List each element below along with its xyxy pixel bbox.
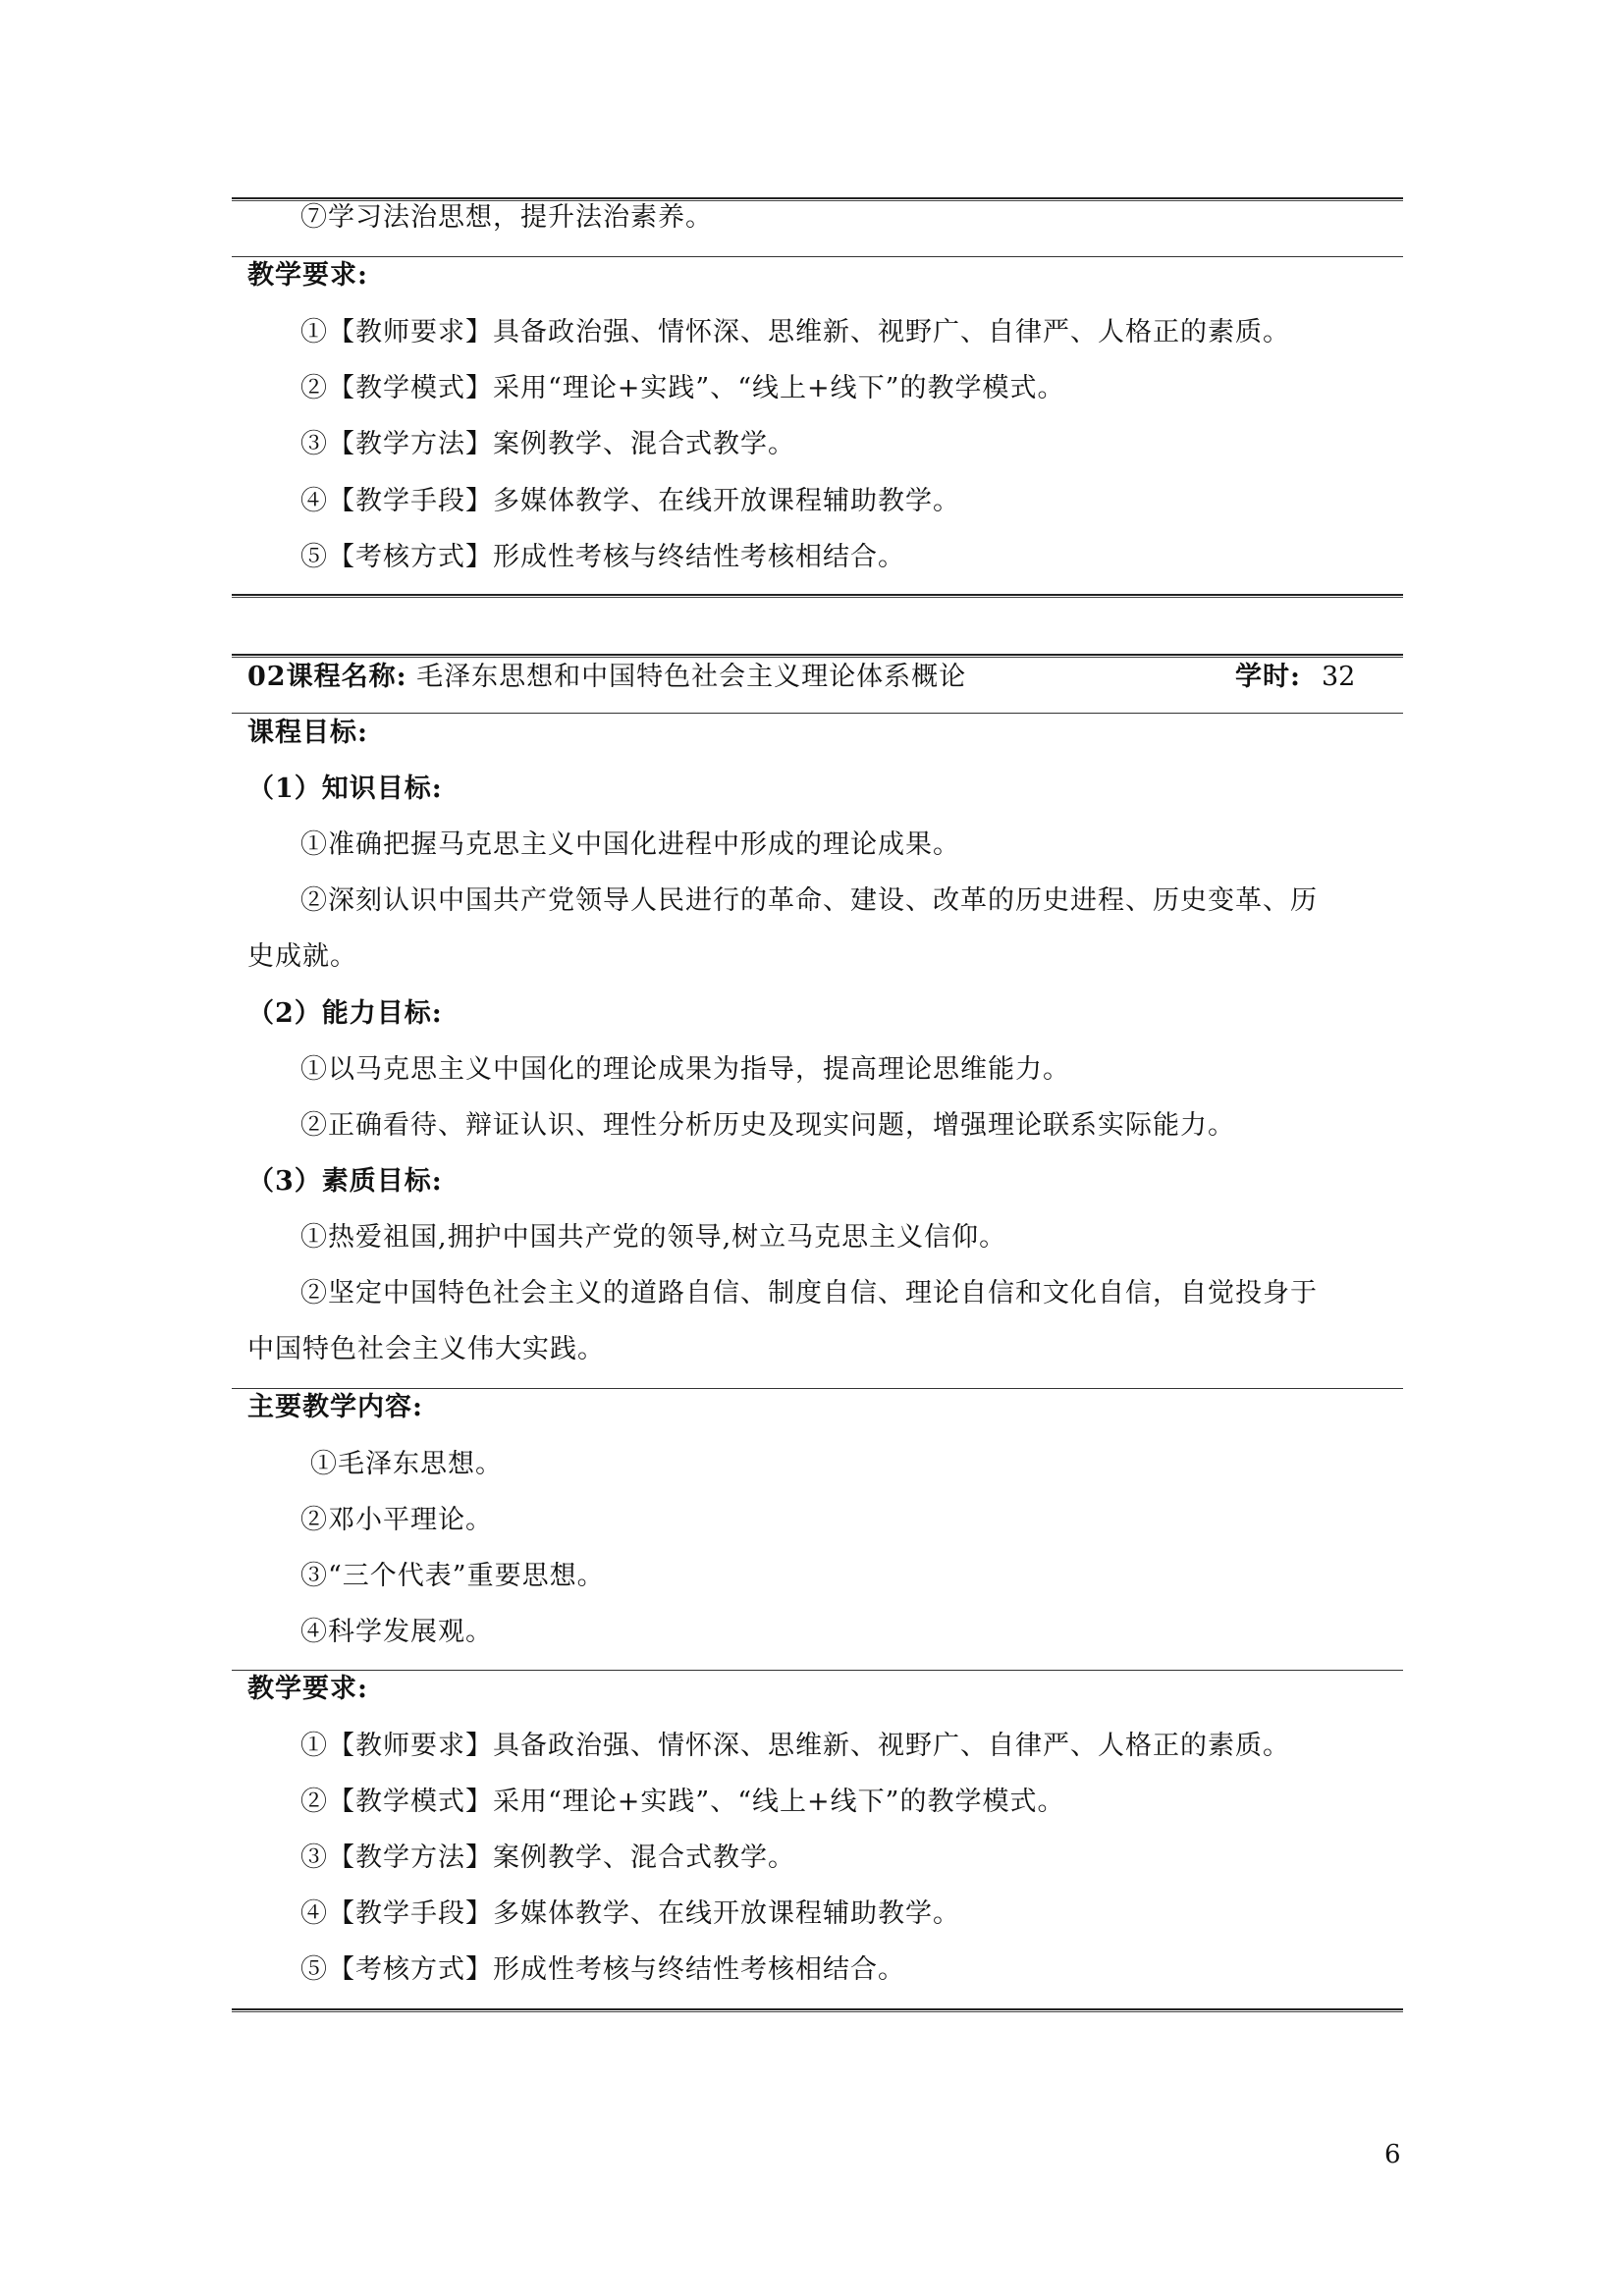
row-divider (232, 1388, 1403, 1389)
knowledge-goals-title: （1）知识目标: (247, 774, 443, 804)
quality-item: ②坚定中国特色社会主义的道路自信、制度自信、理论自信和文化自信，自觉投身于 (300, 1278, 1318, 1308)
table-bottom-border (232, 594, 1403, 598)
requirement-item: ①【教师要求】具备政治强、情怀深、思维新、视野广、自律严、人格正的素质。 (300, 1731, 1290, 1761)
requirement-item: ①【教师要求】具备政治强、情怀深、思维新、视野广、自律严、人格正的素质。 (300, 317, 1290, 347)
course-goals-title: 课程目标: (247, 718, 368, 748)
hours-label: 学时: (1235, 662, 1301, 692)
requirement-item: ③【教学方法】案例教学、混合式教学。 (300, 429, 795, 459)
row-divider (232, 256, 1403, 257)
ability-item: ②正确看待、辩证认识、理性分析历史及现实问题，增强理论联系实际能力。 (300, 1110, 1235, 1141)
course-header (247, 660, 966, 695)
quality-item: ①热爱祖国,拥护中国共产党的领导,树立马克思主义信仰。 (300, 1222, 1007, 1253)
requirement-item: ③【教学方法】案例教学、混合式教学。 (300, 1842, 795, 1873)
content-item: ①毛泽东思想。 (310, 1449, 503, 1479)
page-number: 6 (1384, 2140, 1401, 2169)
course-name-label: 课程名称: (286, 662, 407, 692)
hours-value: 32 (1322, 662, 1356, 692)
requirement-item: ②【教学模式】采用“理论+实践”、“线上+线下”的教学模式。 (300, 373, 1065, 403)
requirement-item: ④【教学手段】多媒体教学、在线开放课程辅助教学。 (300, 486, 960, 516)
requirement-item: ②【教学模式】采用“理论+实践”、“线上+线下”的教学模式。 (300, 1787, 1065, 1817)
teaching-requirements-title: 教学要求: (247, 260, 368, 291)
course-name: 毛泽东思想和中国特色社会主义理论体系概论 (416, 662, 967, 692)
content-item: ④科学发展观。 (300, 1617, 493, 1647)
knowledge-item: ①准确把握马克思主义中国化进程中形成的理论成果。 (300, 829, 960, 860)
requirement-item: ⑤【考核方式】形成性考核与终结性考核相结合。 (300, 1954, 905, 1985)
requirement-item: ④【教学手段】多媒体教学、在线开放课程辅助教学。 (300, 1898, 960, 1929)
ability-goals-title: （2）能力目标: (247, 998, 443, 1029)
knowledge-item-continued: 史成就。 (247, 941, 357, 972)
goal-item-7: ⑦学习法治思想，提升法治素养。 (300, 202, 713, 233)
table-bottom-border (232, 2008, 1403, 2012)
course-code: 02 (247, 662, 287, 692)
quality-goals-title: （3）素质目标: (247, 1166, 443, 1197)
teaching-requirements-title: 教学要求: (247, 1674, 368, 1704)
quality-item-continued: 中国特色社会主义伟大实践。 (247, 1334, 605, 1364)
main-content-title: 主要教学内容: (247, 1392, 423, 1422)
row-divider (232, 1670, 1403, 1671)
ability-item: ①以马克思主义中国化的理论成果为指导，提高理论思维能力。 (300, 1054, 1070, 1085)
content-item: ②邓小平理论。 (300, 1505, 493, 1535)
knowledge-item: ②深刻认识中国共产党领导人民进行的革命、建设、改革的历史进程、历史变革、历 (300, 885, 1318, 916)
table-top-border (232, 654, 1403, 658)
requirement-item: ⑤【考核方式】形成性考核与终结性考核相结合。 (300, 542, 905, 572)
content-item: ③“三个代表”重要思想。 (300, 1561, 605, 1591)
row-divider (232, 713, 1403, 714)
